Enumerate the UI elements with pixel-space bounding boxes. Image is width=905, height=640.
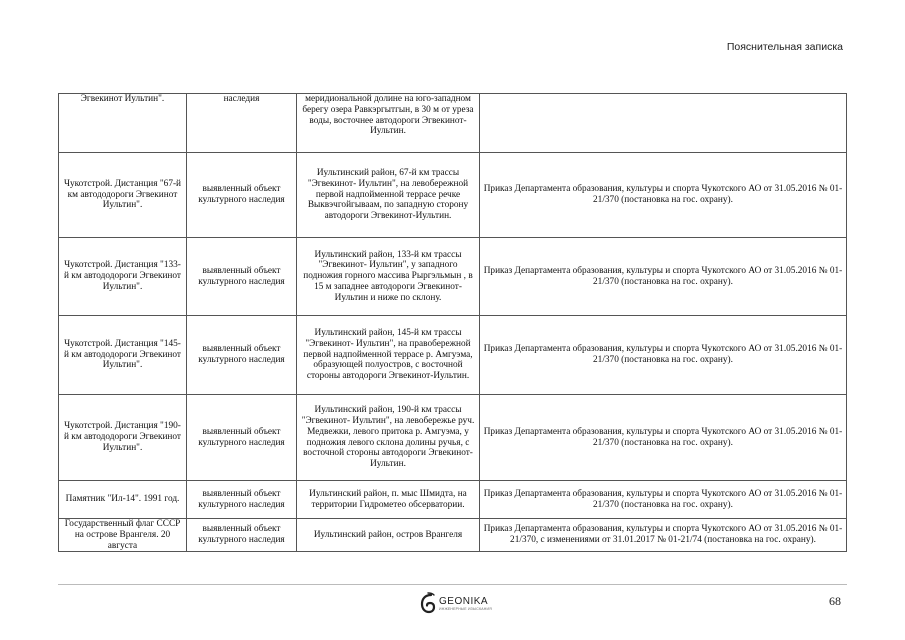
- document-cell: Приказ Департамента образования, культуры и спорта Чукотского АО от 31.05.2016 № 01-21/370 (постановка на гос. охрану).: [480, 481, 847, 519]
- table-row: [59, 481, 847, 519]
- category-cell: выявленный объект культурного наследия: [187, 519, 297, 552]
- location-cell: Иультинский район, 145-й км трассы "Эгвекинот- Иультин", на правобережной первой надпойменной террасе р. Амгуэма, образующей полуостров, с восточной стороны автодороги Эгвекинот-Иультин.: [297, 316, 480, 395]
- object-name-cell: Эгвекинот Иультин".: [59, 94, 187, 153]
- logo-tagline: ИНЖЕНЕРНЫЕ ИЗЫСКАНИЯ: [439, 606, 492, 611]
- table-row: [59, 238, 847, 316]
- category-cell: выявленный объект культурного наследия: [187, 238, 297, 316]
- location-cell: Иультинский район, 67-й км трассы "Эгвекинот- Иультин", на левобережной первой надпойменной террасе речке Выквэчгойгываам, по западную сторону автодороги Эгвекинот-Иультин.: [297, 153, 480, 238]
- category-cell: наследия: [187, 94, 297, 153]
- table-row: [59, 94, 847, 153]
- document-cell: [480, 94, 847, 153]
- document-cell: Приказ Департамента образования, культуры и спорта Чукотского АО от 31.05.2016 № 01-21/370 (постановка на гос. охрану).: [480, 395, 847, 481]
- page-number: 68: [829, 594, 841, 608]
- object-name-cell: Государственный флаг СССР на острове Врангеля. 20 августа: [59, 519, 187, 552]
- logo-name: GEONIKA: [439, 595, 489, 607]
- geonika-logo: [420, 589, 500, 617]
- location-cell: Иультинский район, 133-й км трассы "Эгвекинот- Иультин", у западного подножия горного массива Рыргэльмын , в 15 м западнее автодороги Эгвекинот-Иультин и ниже по склону.: [297, 238, 480, 316]
- geonika-swirl-icon: [420, 592, 436, 614]
- location-cell: Иультинский район, 190-й км трассы "Эгвекинот- Иультин", на левобережье руч. Медвежки, левого притока р. Амгуэма, у подножия левого склона долины ручья, с восточной стороны автодороги Эгвекинот-Иультин.: [297, 395, 480, 481]
- document-cell: Приказ Департамента образования, культуры и спорта Чукотского АО от 31.05.2016 № 01-21/370 (постановка на гос. охрану).: [480, 238, 847, 316]
- object-name-cell: Чукотстрой. Дистанция "190-й км автододороги Эгвекинот Иультин".: [59, 395, 187, 481]
- page-header-title: Пояснительная записка: [726, 41, 843, 53]
- document-cell: Приказ Департамента образования, культуры и спорта Чукотского АО от 31.05.2016 № 01-21/370, с изменениями от 31.01.2017 № 01-21/74 (постановка на гос. охрану).: [480, 519, 847, 552]
- document-cell: Приказ Департамента образования, культуры и спорта Чукотского АО от 31.05.2016 № 01-21/370 (постановка на гос. охрану).: [480, 316, 847, 395]
- category-cell: выявленный объект культурного наследия: [187, 316, 297, 395]
- category-cell: выявленный объект культурного наследия: [187, 153, 297, 238]
- table-row: [59, 395, 847, 481]
- location-cell: Иультинский район, остров Врангеля: [297, 519, 480, 552]
- heritage-objects-table: [58, 93, 847, 552]
- object-name-cell: Памятник "Ил-14". 1991 год.: [59, 481, 187, 519]
- table-row: [59, 153, 847, 238]
- footer-divider: [58, 584, 847, 585]
- table-row: [59, 316, 847, 395]
- object-name-cell: Чукотстрой. Дистанция "145-й км автододороги Эгвекинот Иультин".: [59, 316, 187, 395]
- document-cell: Приказ Департамента образования, культуры и спорта Чукотского АО от 31.05.2016 № 01-21/370 (постановка на гос. охрану).: [480, 153, 847, 238]
- category-cell: выявленный объект культурного наследия: [187, 395, 297, 481]
- category-cell: выявленный объект культурного наследия: [187, 481, 297, 519]
- table-row: [59, 519, 847, 552]
- object-name-cell: Чукотстрой. Дистанция "133-й км автододороги Эгвекинот Иультин".: [59, 238, 187, 316]
- location-cell: Иультинский район, п. мыс Шмидта, на территории Гидрометео обсерватории.: [297, 481, 480, 519]
- object-name-cell: Чукотстрой. Дистанция "67-й км автододороги Эгвекинот Иультин".: [59, 153, 187, 238]
- location-cell: меридиональной долине на юго-западном берегу озера Равкэргытгын, в 30 м от уреза воды, восточнее автодороги Эгвекинот-Иультин.: [297, 94, 480, 153]
